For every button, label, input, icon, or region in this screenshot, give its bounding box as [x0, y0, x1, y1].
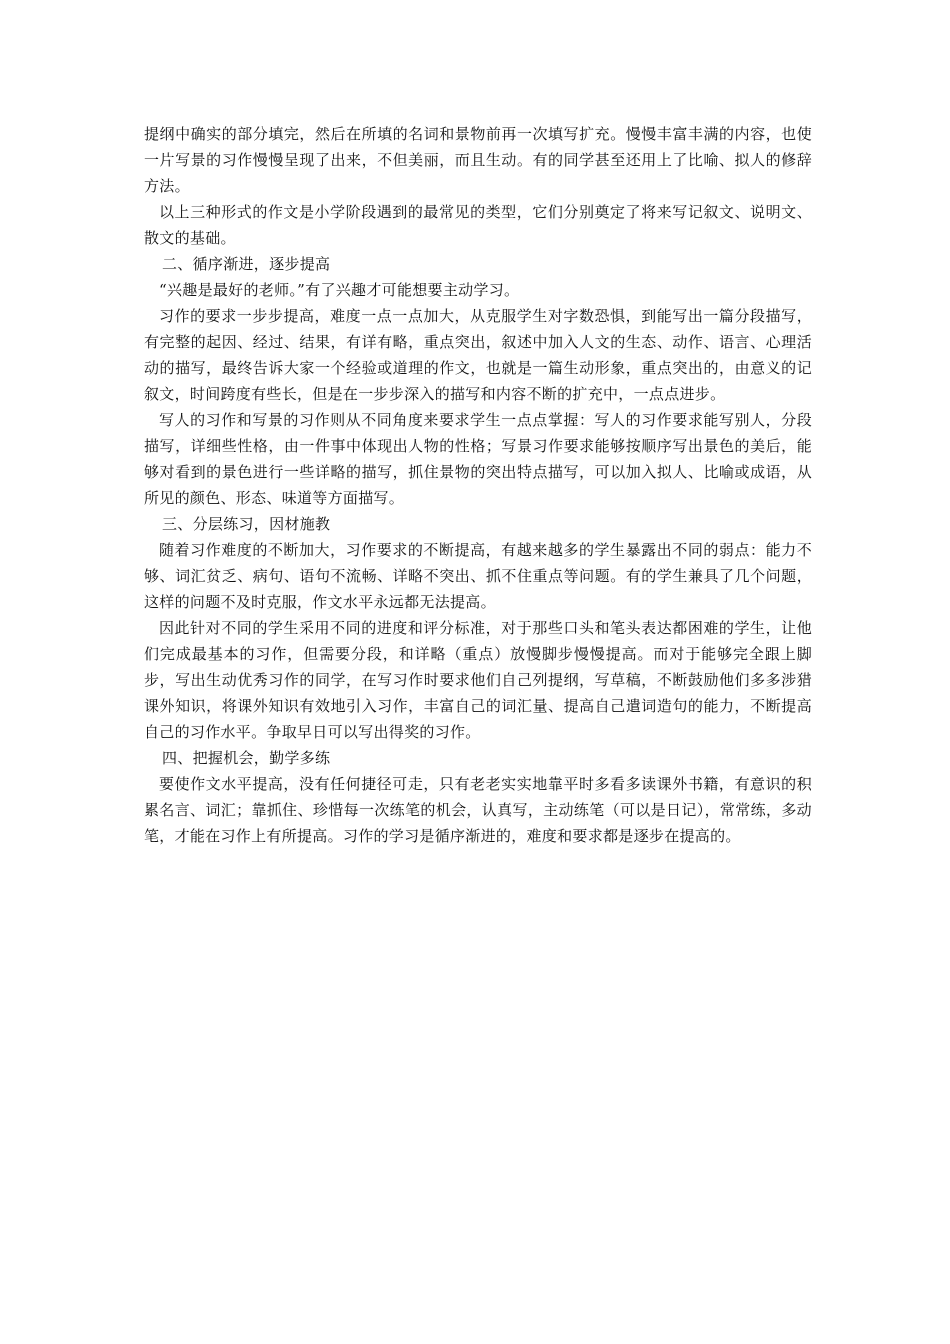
- paragraph-practice: 要使作文水平提高，没有任何捷径可走，只有老老实实地靠平时多看多读课外书籍，有意识的积累名言、词汇；靠抓住、珍惜每一次练笔的机会，认真写，主动练笔（可以是日记），常常练，多动笔，才能在习作上有所提高。习作的学习是循序渐进的，难度和要求都是逐步在提高的。: [144, 775, 812, 845]
- paragraph-summary: 以上三种形式的作文是小学阶段遇到的最常见的类型，它们分别奠定了将来写记叙文、说明文、散文的基础。: [144, 203, 812, 247]
- paragraph-continuation: 提纲中确实的部分填完，然后在所填的名词和景物前再一次填写扩充。慢慢丰富丰满的内容，也使一片写景的习作慢慢呈现了出来，不但美丽，而且生动。有的同学甚至还用上了比喻、拟人的修辞方法。: [144, 125, 812, 195]
- paragraph-person-scene: 写人的习作和写景的习作则从不同角度来要求学生一点点掌握：写人的习作要求能写别人，分段描写，详细些性格，由一件事中体现出人物的性格；写景习作要求能够按顺序写出景色的美后，能够对看到的景色进行一些详略的描写，抓住景物的突出特点描写，可以加入拟人、比喻或成语，从所见的颜色、形态、味道等方面描写。: [144, 411, 812, 507]
- section-heading-2: 二、循序渐进，逐步提高: [162, 255, 331, 273]
- section-heading-4: 四、把握机会，勤学多练: [162, 749, 331, 767]
- paragraph-quote: “兴趣是最好的老师。”有了兴趣才可能想要主动学习。: [159, 281, 520, 299]
- document-body: [144, 121, 812, 849]
- section-heading-3: 三、分层练习，因材施教: [162, 515, 331, 533]
- paragraph-tiered-teaching: 因此针对不同的学生采用不同的进度和评分标准，对于那些口头和笔头表达都困难的学生，让他们完成最基本的习作，但需要分段，和详略（重点）放慢脚步慢慢提高。而对于能够完全跟上脚步，写出生动优秀习作的同学，在写习作时要求他们自己列提纲，写草稿，不断鼓励他们多多涉猎课外知识，将课外知识有效地引入习作，丰富自己的词汇量、提高自己遣词造句的能力，不断提高自己的习作水平。争取早日可以写出得奖的习作。: [144, 619, 812, 741]
- paragraph-progression: 习作的要求一步步提高，难度一点一点加大，从克服学生对字数恐惧，到能写出一篇分段描写，有完整的起因、经过、结果，有详有略，重点突出，叙述中加入人文的生态、动作、语言、心理活动的描写，最终告诉大家一个经验或道理的作文，也就是一篇生动形象，重点突出的，由意义的记叙文，时间跨度有些长，但是在一步步深入的描写和内容不断的扩充中，一点点进步。: [144, 307, 812, 403]
- paragraph-weaknesses: 随着习作难度的不断加大，习作要求的不断提高，有越来越多的学生暴露出不同的弱点：能力不够、词汇贫乏、病句、语句不流畅、详略不突出、抓不住重点等问题。有的学生兼具了几个问题，这样的问题不及时克服，作文水平永远都无法提高。: [144, 541, 812, 611]
